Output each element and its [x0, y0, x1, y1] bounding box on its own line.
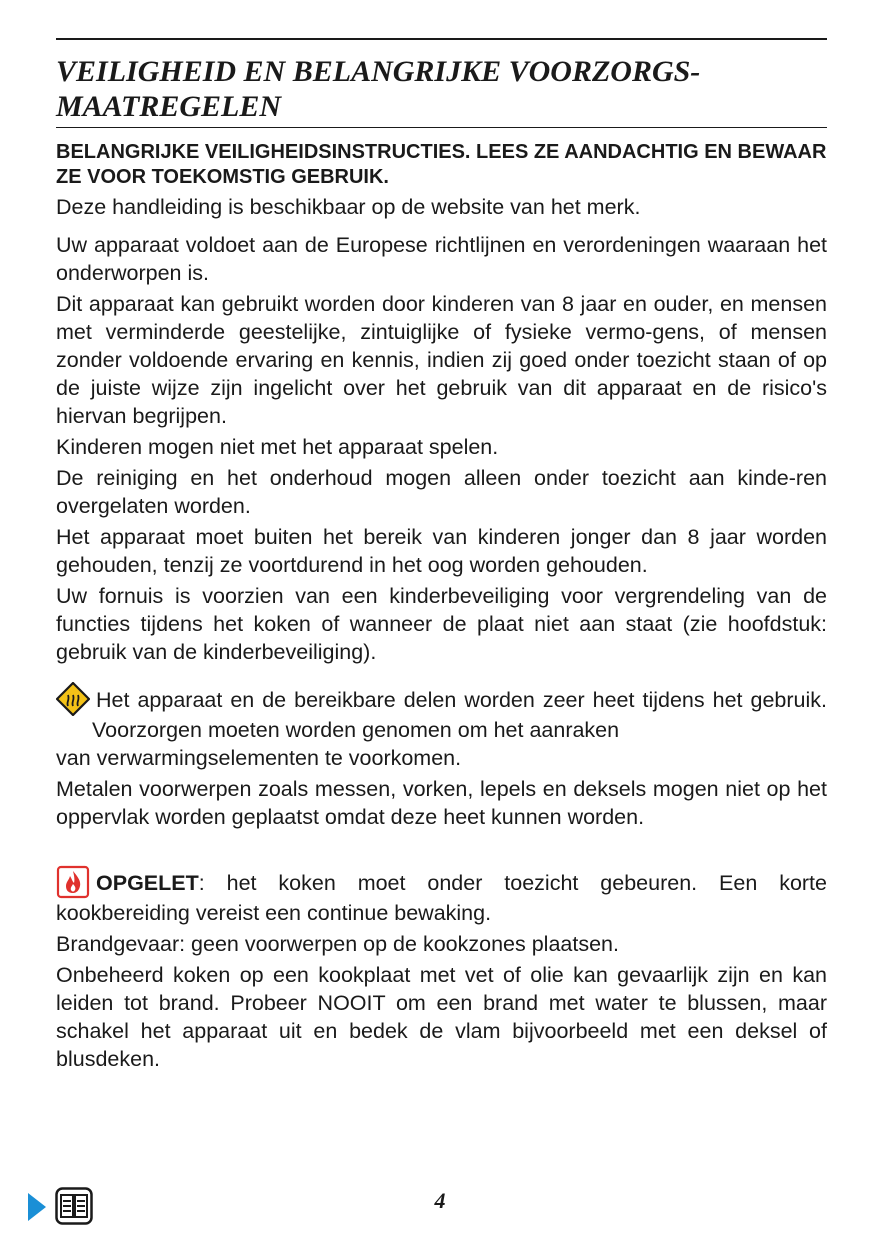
body-text: [56, 140, 827, 1073]
paragraph-unattended-cooking: Onbeheerd koken op een kookplaat met vet of olie kan gevaarlijk zijn en kan leiden tot brand. Probeer NOOIT om een brand met water te blussen, maar schakel het apparaat uit en bedek de vlam bijvoorbeeld met een deksel of blusdeken.: [56, 963, 827, 1071]
heat-warning-text: Het apparaat en de bereikbare delen worden zeer heet tijdens het gebruik. Voorzorgen moeten worden genomen om het aanraken: [92, 688, 827, 742]
nav-arrow-icon[interactable]: [28, 1193, 46, 1221]
fire-warning-text: : het koken moet onder toezicht gebeuren. Een korte kookbereiding vereist een continue bewaking.: [56, 871, 827, 925]
paragraph-children-usage: Dit apparaat kan gebruikt worden door kinderen van 8 jaar en ouder, en mensen met verminderde geestelijke, zintuiglijke of fysieke vermo-gens, of mensen zonder voldoende ervaring en kennis, indien zij goed onder toezicht staan of op de juiste wijze zijn ingelicht over het gebruik van dit apparaat en de risico's hiervan begrijpen.: [56, 292, 827, 428]
paragraph-fire-hazard: Brandgevaar: geen voorwerpen op de kookzones plaatsen.: [56, 932, 619, 956]
fire-warning: [56, 865, 827, 927]
hot-surface-icon: [56, 682, 90, 716]
fire-warning-label: OPGELET: [96, 871, 199, 895]
book-icon[interactable]: [55, 1187, 93, 1225]
safety-subtitle: BELANGRIJKE VEILIGHEIDSINSTRUCTIES. LEES ZE AANDACHTIG EN BEWAAR ZE VOOR TOEKOMSTIG GEBRUIK.: [56, 141, 827, 188]
page-number: 4: [434, 1188, 446, 1213]
heat-warning-continued: van verwarmingselementen te voorkomen.: [56, 746, 462, 770]
title-line-1: VEILIGHEID EN BELANGRIJKE VOORZORGS-: [56, 55, 701, 88]
title-line-2: MAATREGELEN: [56, 90, 282, 123]
paragraph-metal-objects: Metalen voorwerpen zoals messen, vorken, lepels en deksels mogen niet op het oppervlak worden geplaatst omdat deze heet kunnen worden.: [56, 777, 827, 829]
paragraph-reach: Het apparaat moet buiten het bereik van kinderen jonger dan 8 jaar worden gehouden, tenzij ze voortdurend in het oog worden gehouden.: [56, 525, 827, 577]
paragraph-cleaning: De reiniging en het onderhoud mogen alleen onder toezicht aan kinde-ren overgelaten worden.: [56, 466, 827, 518]
top-rule: [56, 38, 827, 40]
paragraph-no-play: Kinderen mogen niet met het apparaat spelen.: [56, 435, 499, 459]
paragraph-manual-website: Deze handleiding is beschikbaar op de website van het merk.: [56, 195, 641, 219]
page-title: [56, 54, 827, 124]
title-rule: [56, 127, 827, 128]
fire-warning-icon: [56, 865, 90, 899]
paragraph-child-lock: Uw fornuis is voorzien van een kinderbeveiliging voor vergrendeling van de functies tijdens het koken of wanneer de plaat niet aan staat (zie hoofdstuk: gebruik van de kinderbeveiliging).: [56, 584, 827, 664]
paragraph-eu-directives: Uw apparaat voldoet aan de Europese richtlijnen en verordeningen waaraan het onderworpen is.: [56, 233, 827, 285]
heat-warning: [56, 682, 827, 744]
